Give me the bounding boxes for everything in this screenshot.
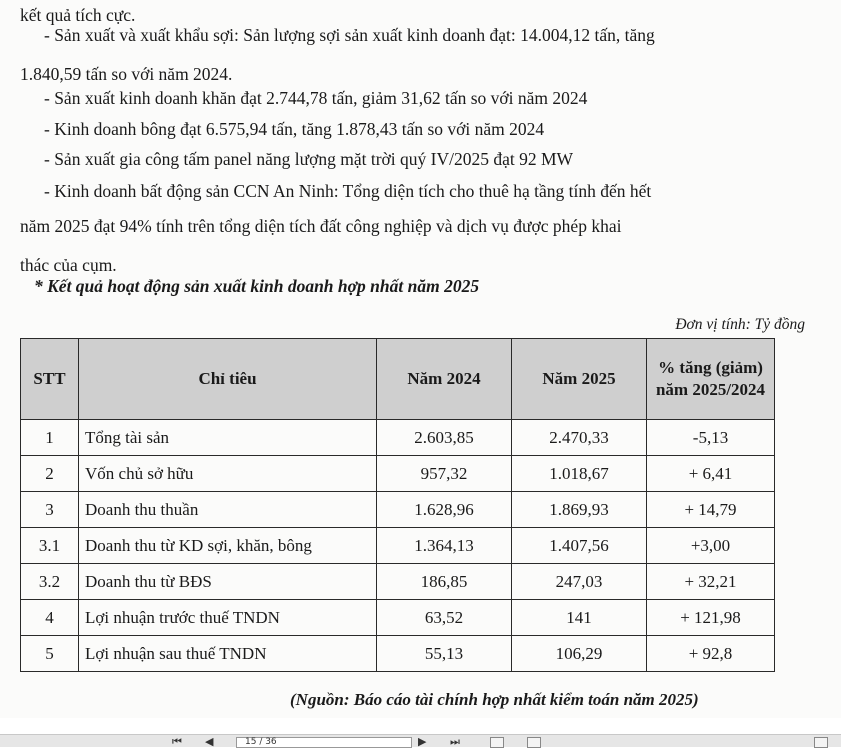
- header-2024: Năm 2024: [377, 339, 512, 420]
- cell-name: Tổng tài sản: [79, 420, 377, 456]
- cell-2025: 1.407,56: [512, 528, 647, 564]
- source-note: (Nguồn: Báo cáo tài chính hợp nhất kiểm toán năm 2025): [290, 690, 699, 709]
- paragraph-line: - Kinh doanh bất động sản CCN An Ninh: Tổng diện tích cho thuê hạ tầng tính đến hết: [44, 181, 652, 201]
- cell-2024: 1.364,13: [377, 528, 512, 564]
- next-page-button[interactable]: ▶: [418, 735, 427, 748]
- paragraph-line: thác của cụm.: [20, 255, 117, 275]
- paragraph-line: - Kinh doanh bông đạt 6.575,94 tấn, tăng 1.878,43 tấn so với năm 2024: [44, 119, 545, 139]
- header-2025: Năm 2025: [512, 339, 647, 420]
- cell-name: Lợi nhuận sau thuế TNDN: [79, 636, 377, 672]
- cell-2025: 2.470,33: [512, 420, 647, 456]
- cell-2025: 141: [512, 600, 647, 636]
- cell-stt: 3.2: [21, 564, 79, 600]
- cell-pct: + 121,98: [647, 600, 775, 636]
- header-pct: % tăng (giảm) năm 2025/2024: [647, 339, 775, 420]
- header-stt: STT: [21, 339, 79, 420]
- table-row: [21, 492, 775, 528]
- cell-pct: + 92,8: [647, 636, 775, 672]
- cell-name: Vốn chủ sở hữu: [79, 456, 377, 492]
- cell-stt: 3.1: [21, 528, 79, 564]
- cell-stt: 1: [21, 420, 79, 456]
- first-page-button[interactable]: ⏮: [172, 735, 182, 748]
- paragraph-line: kết quả tích cực.: [20, 5, 136, 25]
- cell-pct: + 6,41: [647, 456, 775, 492]
- cell-stt: 2: [21, 456, 79, 492]
- last-page-button[interactable]: ⏭: [450, 735, 460, 748]
- prev-page-button[interactable]: ◀: [205, 735, 214, 748]
- pdf-toolbar: [0, 734, 841, 747]
- cell-2025: 247,03: [512, 564, 647, 600]
- cell-2024: 1.628,96: [377, 492, 512, 528]
- cell-2025: 1.869,93: [512, 492, 647, 528]
- cell-name: Lợi nhuận trước thuế TNDN: [79, 600, 377, 636]
- cell-stt: 5: [21, 636, 79, 672]
- cell-2024: 186,85: [377, 564, 512, 600]
- cell-name: Doanh thu từ KD sợi, khăn, bông: [79, 528, 377, 564]
- paragraph-line: - Sản xuất kinh doanh khăn đạt 2.744,78 tấn, giảm 31,62 tấn so với năm 2024: [44, 88, 588, 108]
- cell-stt: 3: [21, 492, 79, 528]
- cell-2025: 106,29: [512, 636, 647, 672]
- cell-2024: 63,52: [377, 600, 512, 636]
- fullscreen-icon[interactable]: [814, 737, 828, 748]
- paragraph-line: năm 2025 đạt 94% tính trên tổng diện tích đất công nghiệp và dịch vụ được phép khai: [20, 216, 622, 236]
- save-icon[interactable]: [490, 737, 504, 748]
- paragraph-line: - Sản xuất gia công tấm panel năng lượng mặt trời quý IV/2025 đạt 92 MW: [44, 149, 574, 169]
- header-name: Chỉ tiêu: [79, 339, 377, 420]
- section-heading: * Kết quả hoạt động sản xuất kinh doanh hợp nhất năm 2025: [34, 276, 480, 296]
- print-icon[interactable]: [527, 737, 541, 748]
- paragraph-line: 1.840,59 tấn so với năm 2024.: [20, 64, 233, 84]
- table-row: [21, 456, 775, 492]
- cell-name: Doanh thu từ BĐS: [79, 564, 377, 600]
- cell-name: Doanh thu thuần: [79, 492, 377, 528]
- table-row: [21, 564, 775, 600]
- table-row: [21, 636, 775, 672]
- cell-pct: -5,13: [647, 420, 775, 456]
- table-row: [21, 600, 775, 636]
- cell-pct: +3,00: [647, 528, 775, 564]
- cell-2024: 2.603,85: [377, 420, 512, 456]
- paragraph-line: - Sản xuất và xuất khẩu sợi: Sản lượng sợi sản xuất kinh doanh đạt: 14.004,12 tấn, tăng: [44, 25, 655, 45]
- results-table: [20, 338, 775, 672]
- cell-pct: + 32,21: [647, 564, 775, 600]
- cell-2024: 957,32: [377, 456, 512, 492]
- cell-2024: 55,13: [377, 636, 512, 672]
- table-row: [21, 420, 775, 456]
- cell-2025: 1.018,67: [512, 456, 647, 492]
- table-row: [21, 528, 775, 564]
- unit-note: Đơn vị tính: Tỷ đồng: [675, 316, 805, 333]
- cell-stt: 4: [21, 600, 79, 636]
- table-header-row: [21, 339, 775, 420]
- page-number-input[interactable]: 15 / 36: [236, 737, 412, 748]
- cell-pct: + 14,79: [647, 492, 775, 528]
